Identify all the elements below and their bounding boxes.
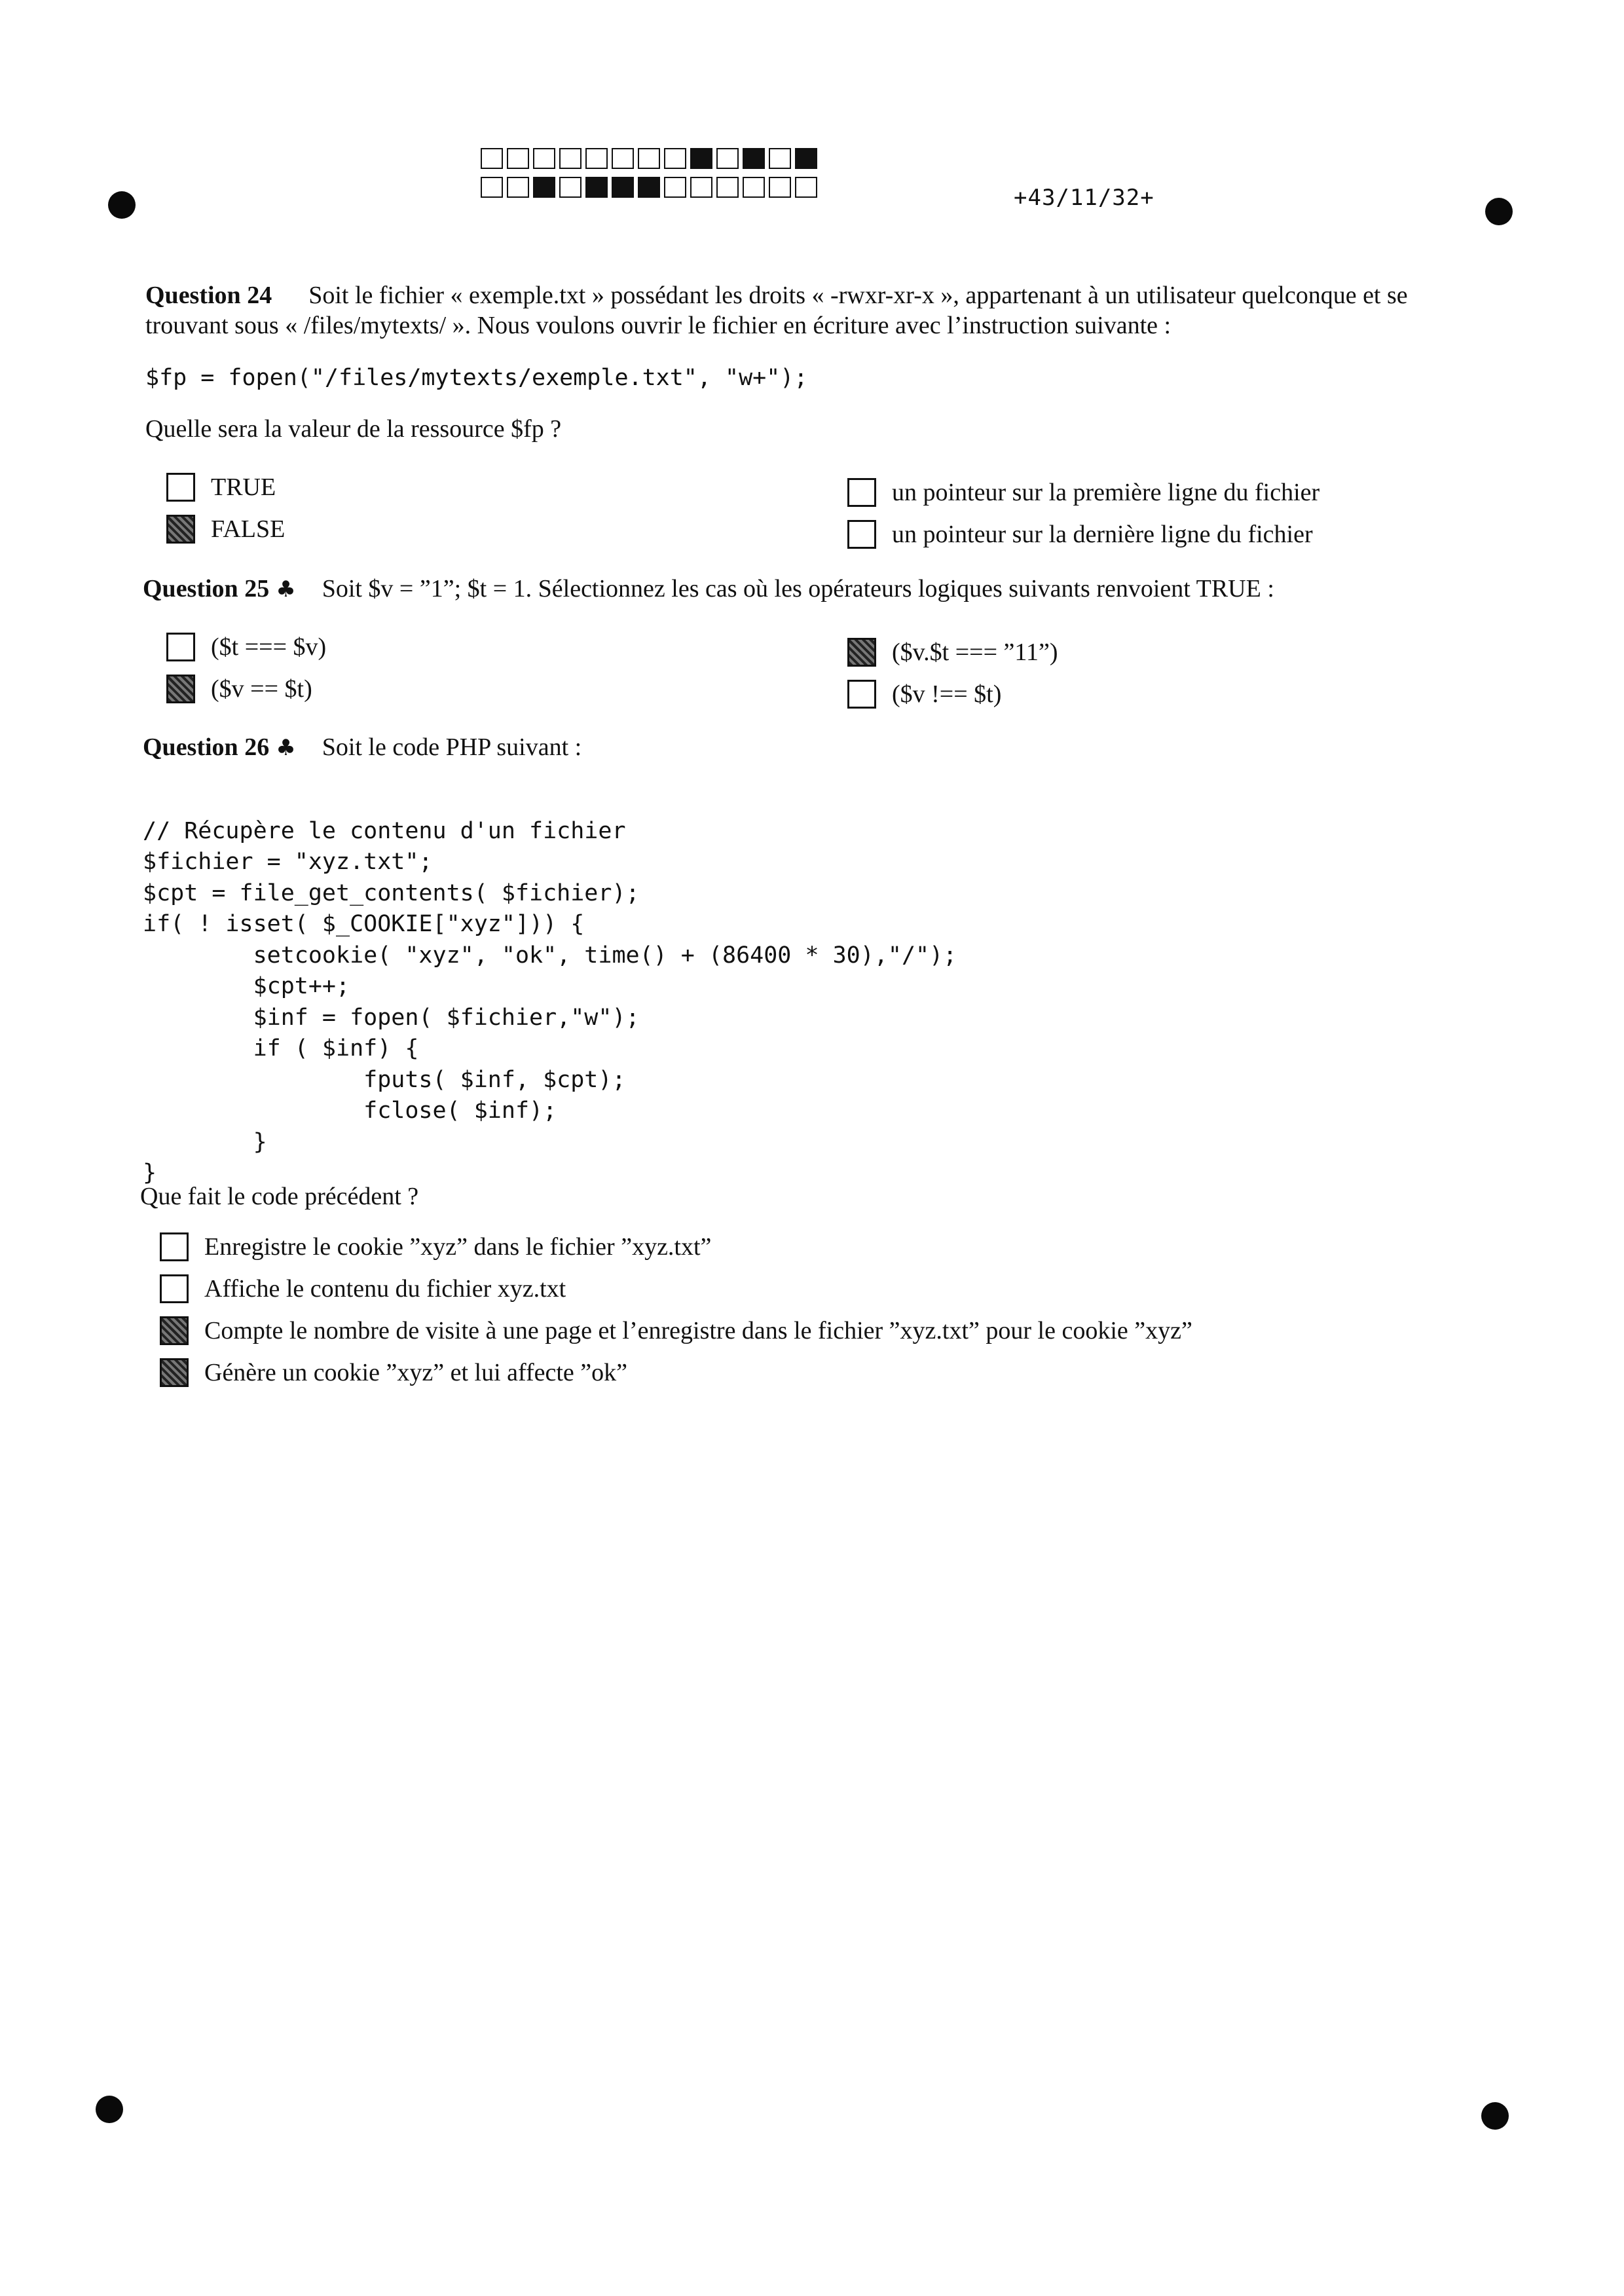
option-count-visits[interactable] — [160, 1316, 1192, 1345]
club-icon: ♣ — [276, 576, 296, 602]
option-label: Génère un cookie ”xyz” et lui affecte ”ok” — [204, 1359, 627, 1386]
option-label: FALSE — [211, 515, 286, 543]
question-25 — [143, 574, 1485, 604]
checkbox[interactable] — [166, 515, 195, 544]
barcode-cell — [690, 177, 712, 198]
barcode-cell — [585, 148, 608, 169]
barcode-cell — [690, 148, 712, 169]
barcode-cell — [612, 148, 634, 169]
option-strict-equal[interactable] — [166, 633, 326, 661]
barcode-cell — [743, 177, 765, 198]
code-line: fclose( $inf); — [143, 1098, 557, 1124]
code-line: $cpt = file_get_contents( $fichier); — [143, 880, 640, 906]
barcode-cell — [716, 177, 739, 198]
option-display-content[interactable] — [160, 1274, 566, 1303]
barcode-cell — [612, 177, 634, 198]
barcode-cell — [664, 148, 686, 169]
option-concat[interactable] — [847, 638, 1058, 667]
question-label: Question 26 — [143, 733, 270, 761]
barcode-cell — [585, 177, 608, 198]
barcode-cell — [559, 177, 581, 198]
barcode-cell — [481, 148, 503, 169]
registration-dot-top-left — [108, 191, 136, 219]
club-icon: ♣ — [276, 735, 296, 761]
barcode-cell — [533, 148, 555, 169]
question-label: Question 25 — [143, 575, 270, 602]
code-line: } — [143, 1128, 267, 1155]
code-line: $cpt++; — [143, 973, 350, 999]
question-prompt: Que fait le code précédent ? — [140, 1183, 419, 1210]
option-first-line[interactable] — [847, 478, 1320, 507]
question-text: Soit le fichier « exemple.txt » possédant les droits « -rwxr-xr-x », appartenant à un utilisateur quelconque et se trouvant sous « /files/mytexts/ ». Nous voulons ouvrir le fichier en écriture avec l’instruction suivante : — [145, 282, 1408, 339]
barcode-cell — [769, 177, 791, 198]
barcode-cell — [481, 177, 503, 198]
checkbox[interactable] — [166, 675, 195, 703]
barcode-cell — [743, 148, 765, 169]
barcode-cell — [716, 148, 739, 169]
question-24 — [145, 280, 1488, 341]
option-loose-equal[interactable] — [166, 675, 312, 703]
checkbox[interactable] — [847, 638, 876, 667]
option-label: Enregistre le cookie ”xyz” dans le fichier ”xyz.txt” — [204, 1233, 712, 1261]
option-false[interactable] — [166, 515, 285, 544]
checkbox[interactable] — [847, 680, 876, 709]
option-last-line[interactable] — [847, 520, 1313, 549]
barcode — [481, 148, 821, 199]
option-label: Compte le nombre de visite à une page et l’enregistre dans le fichier ”xyz.txt” pour le cookie ”xyz” — [204, 1317, 1192, 1344]
checkbox[interactable] — [166, 633, 195, 661]
checkbox[interactable] — [160, 1232, 189, 1261]
barcode-cell — [664, 177, 686, 198]
barcode-cell — [795, 148, 817, 169]
option-label: ($v.$t === ”11”) — [892, 639, 1058, 666]
barcode-row — [481, 177, 821, 199]
code-line: if( ! isset( $_COOKIE["xyz"])) { — [143, 911, 585, 937]
registration-dot-top-right — [1485, 198, 1513, 225]
option-label: ($v == $t) — [211, 675, 312, 703]
registration-dot-bottom-right — [1481, 2102, 1509, 2130]
checkbox[interactable] — [847, 520, 876, 549]
barcode-cell — [507, 148, 529, 169]
code-line: $fp = fopen("/files/mytexts/exemple.txt", "w+"); — [145, 365, 808, 391]
option-label: un pointeur sur la première ligne du fichier — [892, 479, 1320, 506]
checkbox[interactable] — [160, 1274, 189, 1303]
barcode-cell — [559, 148, 581, 169]
barcode-cell — [769, 148, 791, 169]
registration-dot-bottom-left — [96, 2096, 123, 2123]
option-generate-cookie[interactable] — [160, 1358, 627, 1387]
barcode-cell — [507, 177, 529, 198]
code-line: if ( $inf) { — [143, 1035, 419, 1062]
option-label: ($v !== $t) — [892, 680, 1002, 708]
code-line: $fichier = "xyz.txt"; — [143, 849, 433, 875]
code-line: fputs( $inf, $cpt); — [143, 1066, 626, 1093]
page-code: +43/11/32+ — [1014, 185, 1154, 211]
code-line: } — [143, 1160, 157, 1186]
code-line: $inf = fopen( $fichier,"w"); — [143, 1004, 640, 1031]
barcode-cell — [795, 177, 817, 198]
question-26 — [143, 732, 1485, 763]
code-line: // Récupère le contenu d'un fichier — [143, 817, 626, 844]
option-not-identical[interactable] — [847, 680, 1001, 709]
code-line: setcookie( "xyz", "ok", time() + (86400 * 30),"/"); — [143, 942, 957, 969]
question-prompt: Quelle sera la valeur de la ressource $fp ? — [145, 415, 562, 443]
checkbox[interactable] — [160, 1358, 189, 1387]
question-label: Question 24 — [145, 282, 272, 309]
barcode-cell — [638, 148, 660, 169]
option-label: ($t === $v) — [211, 633, 327, 661]
checkbox[interactable] — [847, 478, 876, 507]
barcode-cell — [533, 177, 555, 198]
option-label: un pointeur sur la dernière ligne du fichier — [892, 521, 1313, 548]
barcode-row — [481, 148, 821, 170]
option-true[interactable] — [166, 473, 276, 502]
code-block — [143, 785, 957, 1220]
option-label: Affiche le contenu du fichier xyz.txt — [204, 1275, 566, 1303]
option-label: TRUE — [211, 473, 276, 501]
question-text: Soit le code PHP suivant : — [322, 733, 582, 761]
checkbox[interactable] — [166, 473, 195, 502]
question-text: Soit $v = ”1”; $t = 1. Sélectionnez les cas où les opérateurs logiques suivants renvoient TRUE : — [322, 575, 1274, 602]
checkbox[interactable] — [160, 1316, 189, 1345]
option-save-cookie[interactable] — [160, 1232, 711, 1261]
barcode-cell — [638, 177, 660, 198]
